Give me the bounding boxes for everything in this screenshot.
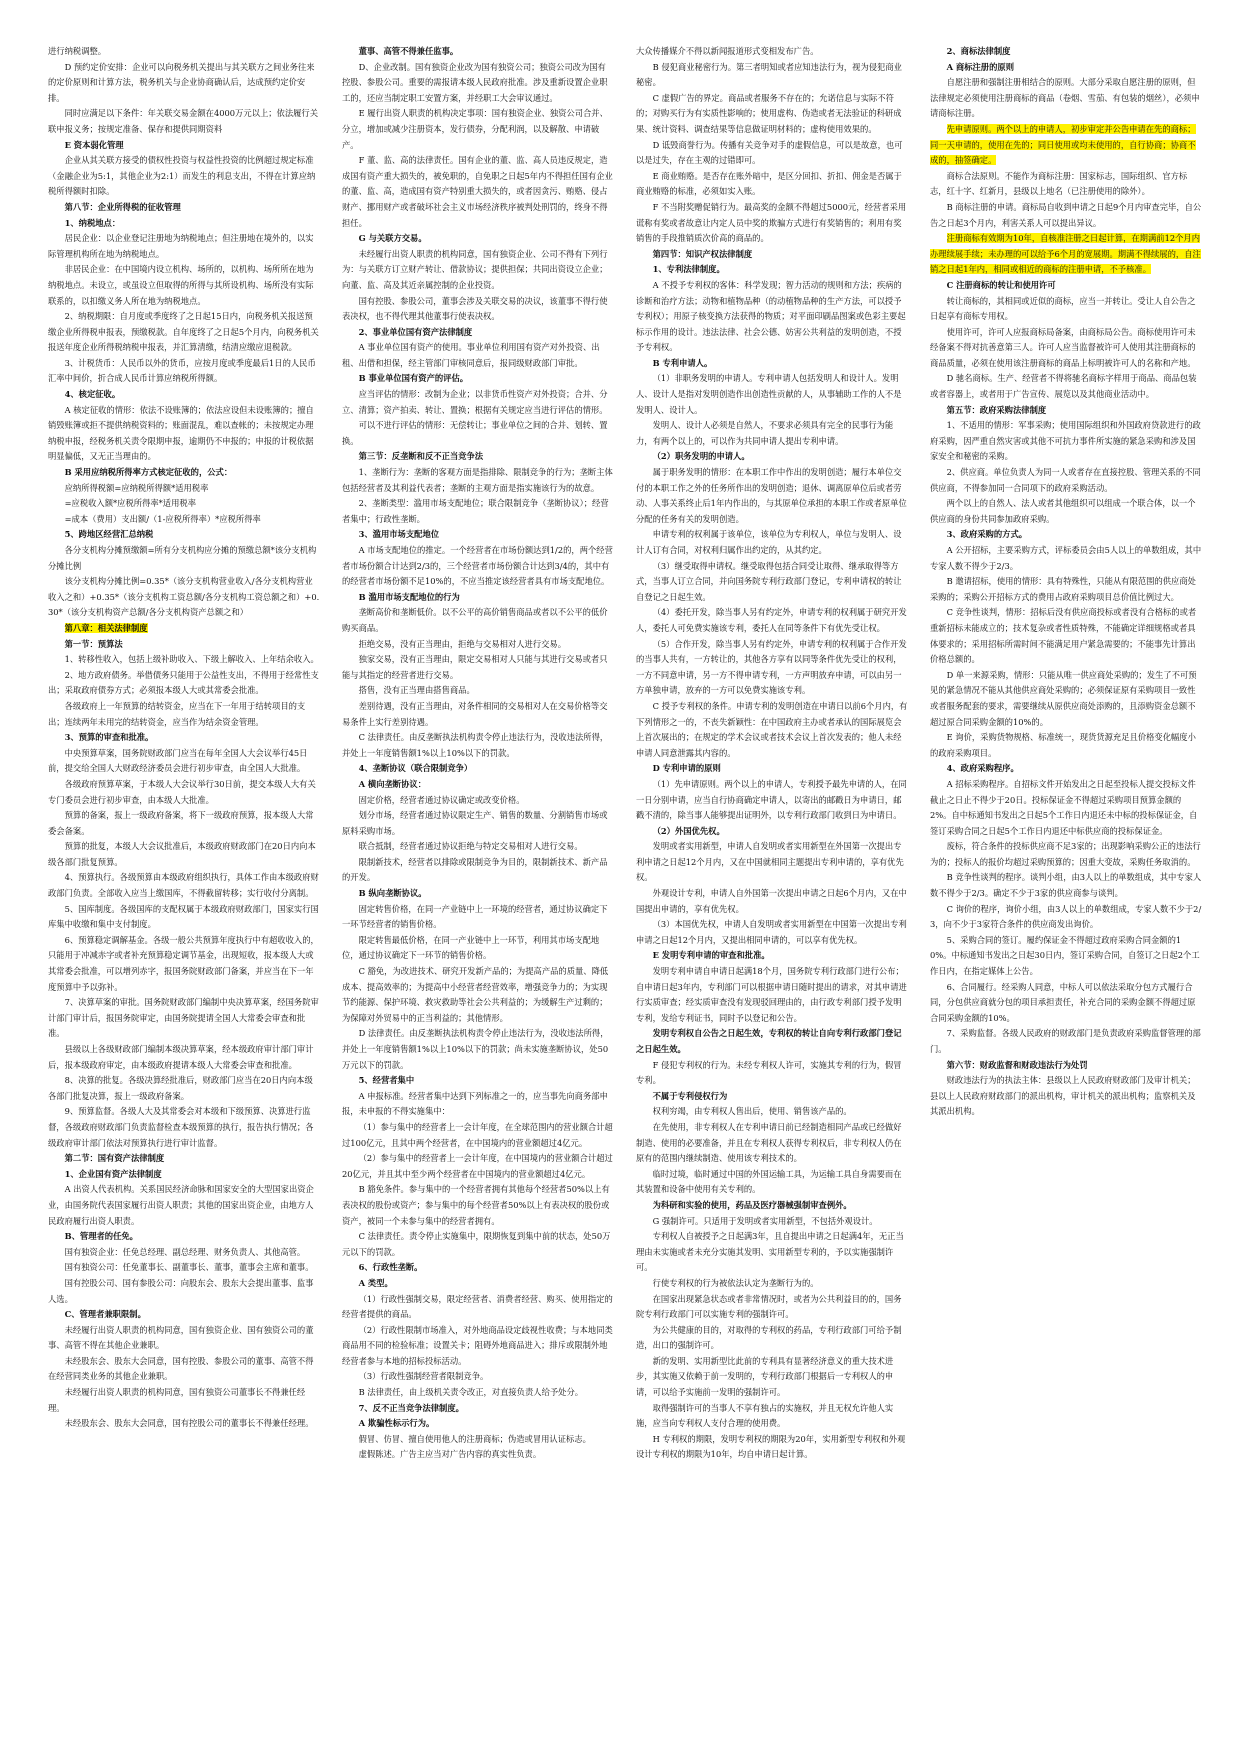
section-heading: 第八章：相关法律制度 [64, 622, 148, 633]
text-column-4 [930, 44, 1202, 1724]
paragraph: B 法律责任，由上级机关责令改正，对直接负责人给予处分。 [358, 1387, 584, 1398]
paragraph: F 董、监、高的法律责任。国有企业的董、监、高人员违反规定，造成国有资产重大损失的，被免职的，自免职之日起5年内不得担任国有企业的董、监、高，造成国有资产特别重大损失的，或者因贪污、贿赂、侵占财产、挪用财产或者破坏社会主义市场经济秩序被判处刑罚的，终身不得担任。 [342, 155, 613, 228]
paragraph: E 询价，采购货物规格、标准统一，现货货源充足且价格变化幅度小的政府采购项目。 [930, 732, 1196, 758]
paragraph: 4、预算执行。各级预算由本级政府组织执行，具体工作由本级政府财政部门负责。全部收入应当上缴国库，不得截留转移；实行收付分离制。 [48, 872, 319, 899]
paragraph: 可以不进行评估的情形：无偿转让；事业单位之间的合并、划转、置换。 [342, 420, 608, 446]
paragraph: （1）参与集中的经营者上一会计年度，在全球范围内的营业额合计超过100亿元，且其中两个经营者，在中国境内的营业额超过4亿元。 [342, 1121, 613, 1148]
paragraph: 转让商标的，其相同或近似的商标，应当一并转让。受让人自公告之日起享有商标专用权。 [930, 295, 1196, 322]
paragraph: B 竞争性谈判的程序。谈判小组，由3人以上的单数组成，其中专家人数不得少于2/3。确定不少于3家的供应商参与谈判。 [930, 872, 1202, 899]
paragraph: 国有控股、参股公司，董事会涉及关联交易的决议，该董事不得行使表决权，也不得代理其他董事行使表决权。 [342, 295, 608, 322]
document-page [48, 44, 1208, 1724]
paragraph: 各级政府上一年预算的结转资金，应当在下一年用于结转项目的支出；连续两年未用完的结转资金，应当作为结余资金管理。 [48, 700, 306, 727]
paragraph: 5、国库制度。各级国库的支配权属于本级政府财政部门，国家实行国库集中收缴和集中支付制度。 [48, 903, 319, 930]
section-heading: 第八节：企业所得税的征收管理 [64, 201, 181, 212]
paragraph: 2、地方政府债务。举借债务只能用于公益性支出，不得用于经常性支出；采取政府债券方式；必须报本级人大或其常委会批准。 [48, 669, 319, 696]
section-heading: 1、纳税地点： [64, 217, 121, 228]
paragraph: 各分支机构分摊预缴额=所有分支机构应分摊的预缴总额*该分支机构分摊比例 [48, 545, 317, 571]
paragraph: 财政违法行为的执法主体：县级以上人民政府财政部门及审计机关；县以上人民政府财政部门的派出机构，审计机关的派出机构；监察机关及其派出机构。 [930, 1075, 1196, 1117]
paragraph: 固定转售价格，在同一产业链中上一环境的经营者，通过协议确定下一环节经营者的销售价格。 [342, 903, 608, 930]
paragraph: A 出资人代表机构。关系国民经济命脉和国家安全的大型国家出资企业，由国务院代表国家履行出资人职责；其他的国家出资企业，由地方人民政府履行出资人职责。 [48, 1184, 314, 1226]
paragraph: 虚假陈述。广告主应当对广告内容的真实性负责。 [358, 1449, 542, 1460]
paragraph: 两个以上的自然人、法人或者其他组织可以组成一个联合体，以一个供应商的身份共同参加政府采购。 [930, 498, 1196, 524]
section-heading: 4、核定征收。 [64, 389, 121, 400]
paragraph: 限定转售最低价格，在同一产业链中上一环节，利用其市场支配地位，通过协议确定下一环节的销售价格。 [342, 934, 600, 961]
text-column-1 [48, 44, 320, 1724]
paragraph: 专利权人自被授予之日起满3年，且自提出申请之日起满4年，无正当理由未实施或者未充分实施其发明、实用新型专利的，予以实施强制许可。 [636, 1231, 904, 1273]
paragraph: （4）委托开发，除当事人另有约定外，申请专利的权利属于研究开发人，委托人可免费实施该专利，委托人在同等条件下有优先受让权。 [636, 607, 907, 633]
paragraph: 商标合法原则。不能作为商标注册：国家标志，国际组织、官方标志，红十字、红新月，县级以上地名（已注册使用的除外）。 [930, 170, 1188, 197]
paragraph: 未经股东会、股东大会同意，国有控股公司的董事长不得兼任经理。 [64, 1418, 314, 1429]
paragraph: F 侵犯专利权的行为。未经专利权人许可，实施其专利的行为，假冒专利。 [636, 1059, 902, 1086]
paragraph: 预算的备案，报上一级政府备案，将下一级政府预算，报本级人大常委会备案。 [48, 810, 314, 836]
paragraph: （3）继受取得申请权。继受取得包括合同受让取得、继承取得等方式，当事人订立合同，并向国务院专利行政部门登记，专利申请权的转让自登记之日起生效。 [636, 560, 902, 602]
section-heading: B 纵向垄断协议。 [358, 888, 427, 899]
paragraph: 取得强制许可的当事人不享有独占的实施权，并且无权允许他人实施，应当向专利权人支付合理的使用费。 [636, 1402, 894, 1429]
section-heading: B 专利申请人。 [652, 357, 713, 368]
paragraph: 未经履行出资人职责的机构同意，国有独资公司董事长不得兼任经理。 [48, 1387, 306, 1413]
paragraph: 外观设计专利，申请人自外国第一次提出申请之日起6个月内，又在中国提出申请的，享有优先权。 [636, 888, 907, 914]
paragraph: 8、决算的批复。各级决算经批准后，财政部门应当在20日内向本级各部门批复决算，报上一级政府备案。 [48, 1075, 313, 1101]
paragraph: 9、预算监督。各级人大及其常委会对本级和下级预算、决算进行监督，各级政府财政部门负责监督检查本级预算的执行，报告执行情况；各级政府审计部门依法对预算执行进行审计监督。 [48, 1106, 314, 1148]
section-heading: 第二节：国有资产法律制度 [64, 1153, 165, 1164]
section-heading: C、管理者兼职限制。 [64, 1309, 146, 1320]
paragraph: 6、预算稳定调解基金。各级一般公共预算年度执行中有超收收入的，只能用于冲减赤字或者补充预算稳定调节基金，出现短收，报本级人大或其常委会批准，可以增列赤字，报国务院财政部门备案，并应当在下一年度预算中予以弥补。 [48, 934, 319, 992]
paragraph: 发明专利申请自申请日起满18个月，国务院专利行政部门进行公布；自申请日起3年内，专利部门可以根据申请日随时提出的请求，对其申请进行实质审查；经实质审查没有发现驳回理由的，由行政专利部门授予发明专利，发给专利证书，同时予以登记和公告。 [636, 966, 907, 1023]
paragraph: 各级政府预算草案，于本级人大会议举行30日前，提交本级人大有关专门委员会进行初步审查，由本级人大批准。 [48, 778, 316, 805]
paragraph: 应当评估的情形：改制为企业；以非货币性资产对外投资；合并、分立、清算；资产拍卖、转让、置换；根据有关规定应当进行评估的情形。 [342, 389, 608, 415]
paragraph: 企业从其关联方接受的债权性投资与权益性投资的比例超过规定标准（金融企业为5:1，其他企业为2:1）而发生的利息支出，不得在计算应纳税所得额时扣除。 [48, 155, 316, 197]
paragraph: E 商业贿赂。是否存在账外暗中，是区分回扣、折扣、佣金是否属于商业贿赂的标准，必须如实入账。 [636, 170, 902, 197]
paragraph: 垄断高价和垄断低价。以不公平的高价销售商品或者以不公平的低价购买商品。 [342, 607, 608, 633]
paragraph: 为公共健康的目的，对取得的专利权的药品，专利行政部门可给予制造，出口的强制许可。 [636, 1324, 902, 1351]
paragraph: A 不授予专利权的客体：科学发现；智力活动的规则和方法；疾病的诊断和治疗方法；动物和植物品种（的动植物品种的生产方法，可以授予专利权）；用原子核变换方法获得的物质；对平面印刷品图案或色彩主要起标示作用的设计。违法法律、社会公德、妨害公共利益的发明创造，不授予专利权。 [636, 279, 906, 353]
section-heading: 第四节：知识产权法律制度 [652, 248, 753, 259]
paragraph: 1、不适用的情形：军事采购；使用国际组织和外国政府贷款进行的政府采购，因严重自然灾害或其他不可抗力事件所实施的紧急采购和涉及国家安全和秘密的采购。 [930, 420, 1201, 462]
section-heading: （2）外国优先权。 [652, 825, 725, 836]
paragraph: 同时应满足以下条件：年关联交易金额在4000万元以上；依法履行关联申报义务；按规定准备、保存和提供同期资料 [48, 108, 319, 134]
paragraph: C 豁免，为改进技术、研究开发新产品的；为提高产品的质量、降低成本、提高效率的；为提高中小经营者经营效率，增强竞争力的；为实现节约能源、保护环境、救灾救助等社会公共利益的；为缓解生产过剩的；为保障对外贸易中的正当利益的；其他情形。 [342, 966, 609, 1023]
section-heading: 5、跨地区经营汇总纳税 [64, 529, 154, 540]
paragraph: =成本（费用）支出额/（1-应税所得率）*应税所得率 [64, 513, 261, 524]
paragraph: 进行纳税调整。 [48, 46, 107, 56]
section-heading: 5、经营者集中 [358, 1075, 415, 1086]
paragraph: 大众传播媒介不得以新闻报道形式变相发布广告。 [636, 46, 819, 56]
paragraph: C 法律责任。由反垄断执法机构责令停止违法行为，没收违法所得，并处上一年度销售额1%以上10%以下的罚款。 [342, 732, 609, 758]
paragraph: 新的发明、实用新型比此前的专利具有显著经济意义的重大技术进步，其实施又依赖于前一发明的，专利行政部门根据后一专利权人的申请，可以给予实施前一发明的强制许可。 [636, 1355, 894, 1398]
paragraph: 5、采购合同的签订。履约保证金不得超过政府采购合同金额的10%。中标通知书发出之日起30日内，签订采购合同，自签订之日起2个工作日内，在指定媒体上公告。 [930, 934, 1200, 977]
paragraph: C 法律责任。责令停止实施集中，限期恢复到集中前的状态，处50万元以下的罚款。 [342, 1231, 611, 1257]
section-heading: A 商标注册的原则 [946, 61, 1014, 72]
section-heading: 3、滥用市场支配地位 [358, 529, 440, 540]
section-heading: 不属于专利侵权行为 [652, 1090, 728, 1101]
paragraph: 1、垄断行为：垄断的客观方面是指排除、限制竞争的行为；垄断主体包括经营者及其利益代表者；垄断的主观方面是指实施该行为的故意。 [342, 467, 613, 493]
paragraph: 国有控股公司、国有参股公司：向股东会、股东大会提出董事、监事人选。 [48, 1277, 314, 1304]
paragraph: （3）行政性强制经营者限制竞争。 [358, 1371, 489, 1382]
section-heading: （2）职务发明的申请人。 [652, 451, 750, 462]
paragraph: 应纳所得税额=应纳税所得额*适用税率 [64, 482, 209, 493]
paragraph: 国有独资企业：任免总经理、副总经理、财务负责人、其他高管。 [64, 1246, 306, 1257]
section-heading: 4、政府采购程序。 [946, 763, 1019, 774]
paragraph: 中央预算草案，国务院财政部门应当在每年全国人大会议举行45日前，提交给全国人大财政经济委员会进行初步审查，由全国人大批准。 [48, 747, 308, 774]
paragraph: A 事业单位国有资产的使用。事业单位利用国有资产对外投资、出租、出借和担保，经主管部门审核同意后，报同级财政部门审批。 [342, 342, 600, 368]
paragraph: A 核定征收的情形：依法不设账簿的；依法应设但未设账簿的；擅自销毁账簿或拒不提供纳税资料的；账面混乱，难以查帐的；未按规定办理纳税申报，经税务机关责令限期申报，逾期仍不申报的；申报的计税依据明显偏低，又无正当理由的。 [48, 404, 314, 462]
paragraph: B 豁免条件。参与集中的一个经营者拥有其他每个经营者50%以上有表决权的股份或资产；参与集中的每个经营者50%以上有表决权的股份或资产，被同一个未参与集中的经营者拥有。 [342, 1184, 610, 1226]
paragraph: 该分支机构分摊比例=0.35*（该分支机构营业收入/各分支机构营业收入之和）+0.35*（该分支机构工资总额/各分支机构工资总额之和）+0.30*（该分支机构资产总额/各分支机构资产总额之和） [48, 576, 320, 618]
section-heading: 3、预算的审查和批准。 [64, 732, 154, 743]
paragraph: 使用许可，许可人应报商标局备案，由商标局公告。商标使用许可未经备案不得对抗善意第三人。许可人应当监督被许可人使用其注册商标的商品质量，必须在使用该注册商标的商品上标明被许可人的名称和产地。 [930, 326, 1196, 368]
paragraph: 未经履行出资人职责的机构同意，国有独资企业、国有独资公司的董事、高管不得在其他企业兼职。 [48, 1324, 314, 1351]
section-heading: 为科研和实验的使用，药品及医疗器械强制审查例外。 [652, 1199, 852, 1210]
paragraph: 7、采购监督。各级人民政府的财政部门是负责政府采购监督管理的部门。 [930, 1028, 1201, 1054]
section-heading: B 滥用市场支配地位的行为 [358, 591, 460, 602]
section-heading: 7、反不正当竞争法律制度。 [358, 1402, 464, 1413]
section-heading: A 横向垄断协议： [358, 778, 426, 789]
paragraph: 固定价格，经营者通过协议确定或改变价格。 [358, 794, 525, 805]
paragraph: C 虚假广告的界定。商品或者服务不存在的；允诺信息与实际不符的；对购买行为有实质性影响的；使用虚构、伪造或者无法验证的科研成果、统计资料、调查结果等信息做证明材料的；虚构使用效果的。 [636, 92, 902, 134]
paragraph: 拒绝交易，没有正当理由，拒绝与交易相对人进行交易。 [358, 638, 567, 649]
paragraph: 7、决算草案的审批。国务院财政部门编制中央决算草案，经国务院审计部门审计后，报国务院审定，由国务院提请全国人大常委会审查和批准。 [48, 997, 319, 1039]
paragraph: 注册商标有效期为10年，自核准注册之日起计算，在期满前12个月内办理续展手续；未办理的可以给予6个月的宽展期。期满不得续展的，自注销之日起1年内，相同或相近的商标的注册申请，不予核准。 [930, 233, 1201, 275]
section-heading: A 类型。 [358, 1277, 393, 1288]
section-heading: 4、垄断协议（联合限制竞争） [358, 763, 473, 774]
paragraph: B 邀请招标，使用的情形：具有特殊性，只能从有限范围的供应商处采购的；采购公开招标方式的费用占政府采购项目总价值比例过大。 [930, 576, 1196, 602]
section-heading: 第三节：反垄断和反不正当竞争法 [358, 451, 484, 462]
paragraph: 6、合同履行。经采购人同意，中标人可以依法采取分包方式履行合同，分包供应商就分包的项目承担责任，补充合同的采购金额不得超过原合同采购金额的10%。 [930, 981, 1196, 1023]
paragraph: 自愿注册和强制注册相结合的原则。大部分采取自愿注册的原则，但法律规定必须使用注册商标的商品（卷烟、雪茄、有包装的烟丝），必须申请商标注册。 [930, 77, 1200, 119]
paragraph: （1）行政性强制交易，限定经营者、消费者经营、购买、使用指定的经营者提供的商品。 [342, 1293, 613, 1320]
paragraph: 权利穷竭，由专利权人售出后，使用、销售该产品的。 [652, 1106, 852, 1117]
section-heading: 第五节：政府采购法律制度 [946, 404, 1047, 415]
paragraph: C 授予专利权的条件。申请专利的发明创造在申请日以前6个月内，有下列情形之一的，不丧失新颖性：在中国政府主办或者承认的国际展览会上首次展出的；在规定的学术会议或者技术会议上首次发表的；他人未经申请人同意泄露其内容的。 [636, 700, 908, 758]
section-heading: E 资本弱化管理 [64, 139, 124, 150]
paragraph: 2、纳税期限：自月度或季度终了之日起15日内，向税务机关报送预缴企业所得税申报表，预缴税款。自年度终了之日起5个月内，向税务机关报送年度企业所得税纳税申报表，并汇算清缴，结清应缴应退税款。 [48, 311, 319, 353]
paragraph: F 不当附奖赠促销行为。最高奖的金额不得超过5000元，经营者采用谎称有奖或者故意让内定人员中奖的欺骗方式进行有奖销售的；利用有奖销售的手段推销质次价高的商品的。 [636, 201, 907, 244]
paragraph: D 驰名商标。生产、经营者不得将驰名商标字样用于商品、商品包装或者容器上，或者用于广告宣传、展览以及其他商业活动中。 [930, 373, 1197, 400]
paragraph: 联合抵制，经营者通过协议拒绝与特定交易相对人进行交易。 [358, 841, 583, 852]
paragraph: 行使专利权的行为被依法认定为垄断行为的。 [652, 1277, 819, 1288]
paragraph: G 强制许可。只适用于发明或者实用新型，不包括外观设计。 [652, 1215, 878, 1226]
paragraph: 国有独资公司：任免董事长、副董事长、董事，董事会主席和董事。 [64, 1262, 314, 1273]
paragraph: 限制新技术，经营者以排除或限制竞争为目的，限制新技术、新产品的开发。 [342, 856, 608, 883]
text-column-2 [342, 44, 614, 1724]
paragraph: A 公开招标，主要采购方式，评标委员会由5人以上的单数组成，其中专家人数不得少于2/3。 [930, 545, 1202, 571]
section-heading: E 发明专利申请的审查和批准。 [652, 950, 770, 961]
paragraph: 2、供应商。单位负责人为同一人或者存在直接控股、管理关系的不同供应商，不得参加同一合同项下的政府采购活动。 [930, 467, 1201, 493]
paragraph: （2）行政性限制市场准入，对外地商品设定歧视性收费；与本地同类商品用不同的检验标准；设置关卡；阻碍外地商品进入；排斥或限制外地经营者参与本地的招标投标活动。 [342, 1324, 613, 1366]
paragraph: 搭售，没有正当理由搭售商品。 [358, 685, 475, 696]
paragraph: H 专利权的期限，发明专利权的期限为20年，实用新型专利权和外观设计专利权的期限为10年，均自申请日起计算。 [636, 1433, 906, 1460]
paragraph: （3）本国优先权，申请人自发明或者实用新型在中国第一次提出专利申请之日起12个月内，又提出相同申请的，可以享有优先权。 [636, 919, 907, 945]
section-heading: B 采用应纳税所得率方式核定征收的，公式： [64, 467, 233, 478]
section-heading: 3、政府采购的方式。 [946, 529, 1028, 540]
paragraph: 在先使用，非专利权人在专利申请日前已经制造相同产品或已经做好制造、使用的必要准备，并且在专利权人获得专利权后，非专利权人仍在原有的范围内继续制造、使用该专利技术的。 [636, 1121, 902, 1164]
paragraph: B 侵犯商业秘密行为。第三者明知或者应知违法行为，视为侵犯商业秘密。 [636, 61, 902, 88]
paragraph: C 询价的程序，询价小组，由3人以上的单数组成，专家人数不少于2/3，向不少于3家符合条件的供应商发出询价。 [930, 903, 1202, 930]
section-heading: G 与关联方交易。 [358, 233, 427, 244]
section-heading: 1、企业国有资产法律制度 [64, 1168, 162, 1179]
section-heading: 6、行政性垄断。 [358, 1262, 423, 1273]
paragraph: 独家交易，没有正当理由，限定交易相对人只能与其进行交易或者只能与其指定的经营者进行交易。 [342, 654, 608, 680]
paragraph: E 履行出资人职责的机构决定事项：国有独资企业、独资公司合并、分立，增加或减少注册资本，发行债券，分配利润，以及解散、申请破产。 [342, 108, 608, 150]
paragraph: C 竞争性谈判，情形：招标后没有供应商投标或者没有合格标的或者重新招标未能成立的；技术复杂或者性质特殊，不能确定详细规格或者具体要求的；采用招标所需时间不能满足用户紧急需要的；不能事先计算出价格总额的。 [930, 607, 1197, 665]
paragraph: （1）非职务发明的申请人。专利申请人包括发明人和设计人。发明人、设计人是指对发明创造作出创造性贡献的人，从事辅助工作的人不是发明人、设计人。 [636, 373, 902, 415]
paragraph: 废标，符合条件的投标供应商不足3家的；出现影响采购公正的违法行为的；投标人的报价均超过采购预算的；因重大变故，采购任务取消的。 [930, 841, 1201, 867]
paragraph: 县级以上各级财政部门编制本级决算草案，经本级政府审计部门审计后，报本级政府审定，由本级政府提请本级人大常委会审查和批准。 [48, 1044, 314, 1070]
section-heading: D 专利申请的原则 [652, 763, 721, 774]
paragraph: 先申请原则。两个以上的申请人，初步审定并公告申请在先的商标；同一天申请的，使用在先的；同日使用或均未使用的，自行协商；协商不成的，抽签确定。 [930, 123, 1196, 166]
paragraph: D 诋毁商誉行为。传播有关竞争对手的虚假信息，可以是故意，也可以是过失，存在主观的过错即可。 [636, 139, 903, 166]
paragraph: 未经履行出资人职责的机构同意，国有独资企业、公司不得有下列行为：与关联方订立财产转让、借款协议；提供担保；共同出资设立企业；向董、监、高及其近亲属控制的企业投资。 [342, 248, 608, 290]
section-heading: 第六节：财政监督和财政违法行为处罚 [946, 1059, 1088, 1070]
section-heading: 第一节：预算法 [64, 638, 123, 649]
paragraph: （5）合作开发，除当事人另有约定外，申请专利的权利属于合作开发的当事人共有，一方转让的，其他各方享有以同等条件优先受让的权利，一方不同意申请，另一方不得申请专利，一方声明放弃申请，可以由另一方单独申请，放弃的一方可以免费实施该专利。 [636, 638, 907, 696]
section-heading: 1、专利法律制度。 [652, 264, 725, 275]
section-heading: 发明专利权自公告之日起生效，专利权的转让自向专利行政部门登记之日起生效。 [636, 1028, 902, 1054]
paragraph: 划分市场，经营者通过协议限定生产、销售的数量、分割销售市场或原料采购市场。 [342, 810, 608, 836]
paragraph: 申请专利的权利属于该单位，该单位为专利权人，单位与发明人、设计人订有合同，对权利归属作出约定的，从其约定。 [636, 529, 902, 555]
paragraph: =应税收入额*应税所得率*适用税率 [64, 498, 197, 509]
section-heading: 2、商标法律制度 [946, 46, 1011, 56]
paragraph: A 市场支配地位的推定。一个经营者在市场份额达到1/2的，两个经营者市场份额合计达到2/3的，三个经营者市场份额合计达到3/4的，其中有的经营者市场份额不足10%的，不应当推定该经营者具有市场支配地位。 [342, 545, 613, 587]
section-heading: 2、事业单位国有资产法律制度 [358, 326, 473, 337]
paragraph: B 商标注册的申请。商标局自收到申请之日起9个月内审查完毕，自公告之日起3个月内，利害关系人可以提出异议。 [930, 201, 1202, 228]
paragraph: 属于职务发明的情形：在本职工作中作出的发明创造；履行本单位交付的本职工作之外的任务所作出的发明创造；退休、调离原单位后或者劳动、人事关系终止后1年内作出的，与其原单位承担的本职工作或者原单位分配的任务有关的发明创造。 [636, 467, 907, 524]
paragraph: D、企业改制。国有独资企业改为国有独资公司；独资公司改为国有控股、参股公司。重要的需报请本级人民政府批准。涉及重新设置企业职工的，还应当制定职工安置方案，并经职工大会审议通过。 [342, 61, 608, 103]
paragraph: 非居民企业：在中国境内设立机构、场所的，以机构、场所所在地为纳税地点。未设立，或虽设立但取得的所得与其所设机构、场所没有实际联系的，以扣缴义务人所在地为纳税地点。 [48, 264, 314, 306]
paragraph: D 单一来源采购，情形：只能从唯一供应商处采购的；发生了不可预见的紧急情况不能从其他供应商处采购的；必须保证原有采购项目一致性或者服务配套的要求，需要继续从原供应商处添购的，且添购资金总额不超过原合同采购金额的10%的。 [930, 669, 1197, 727]
section-heading: 董事、高管不得兼任监事。 [358, 46, 459, 56]
paragraph: 发明或者实用新型，申请人自发明或者实用新型在外国第一次提出专利申请之日起12个月内，又在中国就相同主题提出专利申请的，享有优先权。 [636, 841, 904, 883]
section-heading: B、管理者的任免。 [64, 1231, 138, 1242]
paragraph: A 申报标准。经营者集中达到下列标准之一的，应当事先向商务部申报，未申报的不得实施集中： [342, 1090, 608, 1117]
paragraph: 3、计税货币：人民币以外的货币，应按月度或季度最后1日的人民币汇率中间价，折合成人民币计算应纳税所得额。 [48, 357, 316, 384]
paragraph: D 法律责任。由反垄断执法机构责令停止违法行为，没收违法所得，并处上一年度销售额1%以上10%以下的罚款；尚未实施垄断协议，处50万元以下的罚款。 [342, 1028, 609, 1070]
section-heading: A 欺骗性标示行为。 [358, 1418, 435, 1429]
paragraph: 发明人、设计人必须是自然人，不要求必须具有完全的民事行为能力，有两个以上的，可以作为共同申请人提出专利申请。 [636, 420, 894, 446]
paragraph: 2、垄断类型：滥用市场支配地位；联合限制竞争（垄断协议）；经营者集中；行政性垄断。 [342, 498, 609, 524]
paragraph: 在国家出现紧急状态或者非常情况时，或者为公共利益目的的，国务院专利行政部门可以实施专利的强制许可。 [636, 1293, 902, 1320]
paragraph: （2）参与集中的经营者上一会计年度，在中国境内的营业额合计超过20亿元，并且其中至少两个经营者在中国境内的营业额超过4亿元。 [342, 1153, 613, 1179]
paragraph: 未经股东会、股东大会同意，国有控股、参股公司的董事、高管不得在经营同类业务的其他企业兼职。 [48, 1355, 314, 1382]
paragraph: 临时过境，临时通过中国的外国运输工具，为运输工具自身需要而在其装置和设备中使用有关专利的。 [636, 1168, 902, 1195]
paragraph: 1、转移性收入，包括上级补助收入、下级上解收入、上年结余收入。 [64, 654, 319, 665]
section-heading: B 事业单位国有资产的评估。 [358, 373, 469, 384]
paragraph: 预算的批复，本级人大会议批准后，本级政府财政部门在20日内向本级各部门批复预算。 [48, 841, 316, 867]
paragraph: 差别待遇，没有正当理由，对条件相同的交易相对人在交易价格等交易条件上实行差别待遇。 [342, 700, 608, 727]
paragraph: A 招标采购程序。自招标文件开始发出之日起至投标人提交投标文件截止之日止不得少于20日。投标保证金不得超过采购项目预算金额的2%。自中标通知书发出之日起5个工作日内退还未中标的投标保证金，自签订采购合同之日起5个工作日内退还中标供应商的投标保证金。 [930, 778, 1198, 836]
paragraph: （1）先申请原则。两个以上的申请人，专利授予最先申请的人，在同一日分别申请，应当自行协商确定申请人，以寄出的邮戳日为申请日，邮戳不清的，除当事人能够提出证明外，以专利行政部门收到日为申请日。 [636, 778, 907, 821]
text-column-3 [636, 44, 908, 1724]
paragraph: 居民企业：以企业登记注册地为纳税地点；但注册地在境外的，以实际管理机构所在地为纳税地点。 [48, 233, 314, 259]
paragraph: D 预约定价安排：企业可以向税务机关提出与其关联方之间业务往来的定价原则和计算方法，税务机关与企业协商确认后，达成预约定价安排。 [48, 61, 315, 103]
paragraph: 假冒、仿冒、擅自使用他人的注册商标；伪造或冒用认证标志。 [358, 1433, 591, 1444]
section-heading: C 注册商标的转让和使用许可 [946, 279, 1056, 290]
